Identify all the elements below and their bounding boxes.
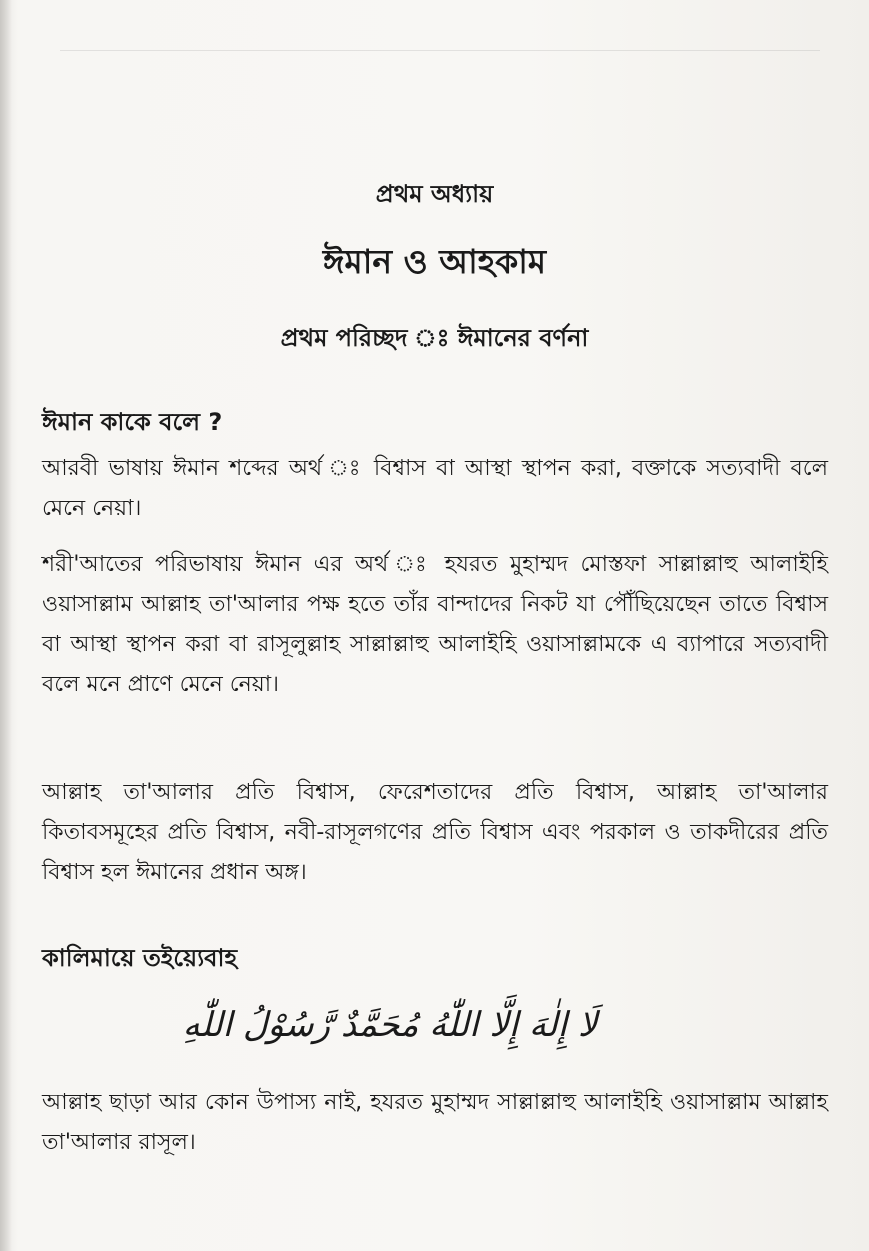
- heading-kalima-tayyibah: কালিমায়ে তইয়্যেবাহ: [42, 944, 238, 972]
- chapter-title: ঈমান ও আহকাম: [322, 242, 547, 281]
- paragraph-pillars-of-iman: আল্লাহ তা'আলার প্রতি বিশ্বাস, ফেরেশতাদের প্রতি বিশ্বাস, আল্লাহ তা'আলার কিতাবসমূহের প্রতি বিশ্বাস, নবী-রাসূলগণের প্রতি বিশ্বাস এবং পরকাল ও তাকদীরের প্রতি বিশ্বাস হল ঈমানের প্রধান অঙ্গ।: [42, 780, 828, 885]
- paragraph-arabic-meaning: আরবী ভাষায় ঈমান শব্দের অর্থ ঃ বিশ্বাস বা আস্থা স্থাপন করা, বক্তাকে সত্যবাদী বলে মেনে নেয়া।: [42, 456, 828, 521]
- paragraph-shariah-meaning: শরী'আতের পরিভাষায় ঈমান এর অর্থ ঃ হযরত মুহাম্মদ মোস্তফা সাল্লাল্লাহু আলাইহি ওয়াসাল্লাম আল্লাহ তা'আলার পক্ষ হতে তাঁর বান্দাদের নিকট যা পৌঁছিয়েছেন তাতে বিশ্বাস বা আস্থা স্থাপন করা বা রাসূলুল্লাহ সাল্লাল্লাহু আলাইহি ওয়াসাল্লামকে এ ব্যাপারে সত্যবাদী বলে মনে প্রাণে মেনে নেয়া।: [42, 552, 828, 697]
- paragraph-kalima-translation: আল্লাহ ছাড়া আর কোন উপাস্য নাই, হযরত মুহাম্মদ সাল্লাল্লাহু আলাইহি ওয়াসাল্লাম আল্লাহ তা'আলার রাসূল।: [42, 1090, 828, 1155]
- heading-what-is-iman: ঈমান কাকে বলে ?: [42, 408, 223, 436]
- kalima-arabic-text: لَا إِلٰهَ إِلَّا اللّٰهُ مُحَمَّدٌ رَّسُوْلُ اللّٰهِ: [182, 1005, 598, 1045]
- chapter-label: প্রথম অধ্যায়: [375, 180, 494, 208]
- show-through-line: [60, 50, 820, 51]
- section-title: প্রথম পরিচ্ছদ ঃ ঈমানের বর্ণনা: [280, 324, 589, 352]
